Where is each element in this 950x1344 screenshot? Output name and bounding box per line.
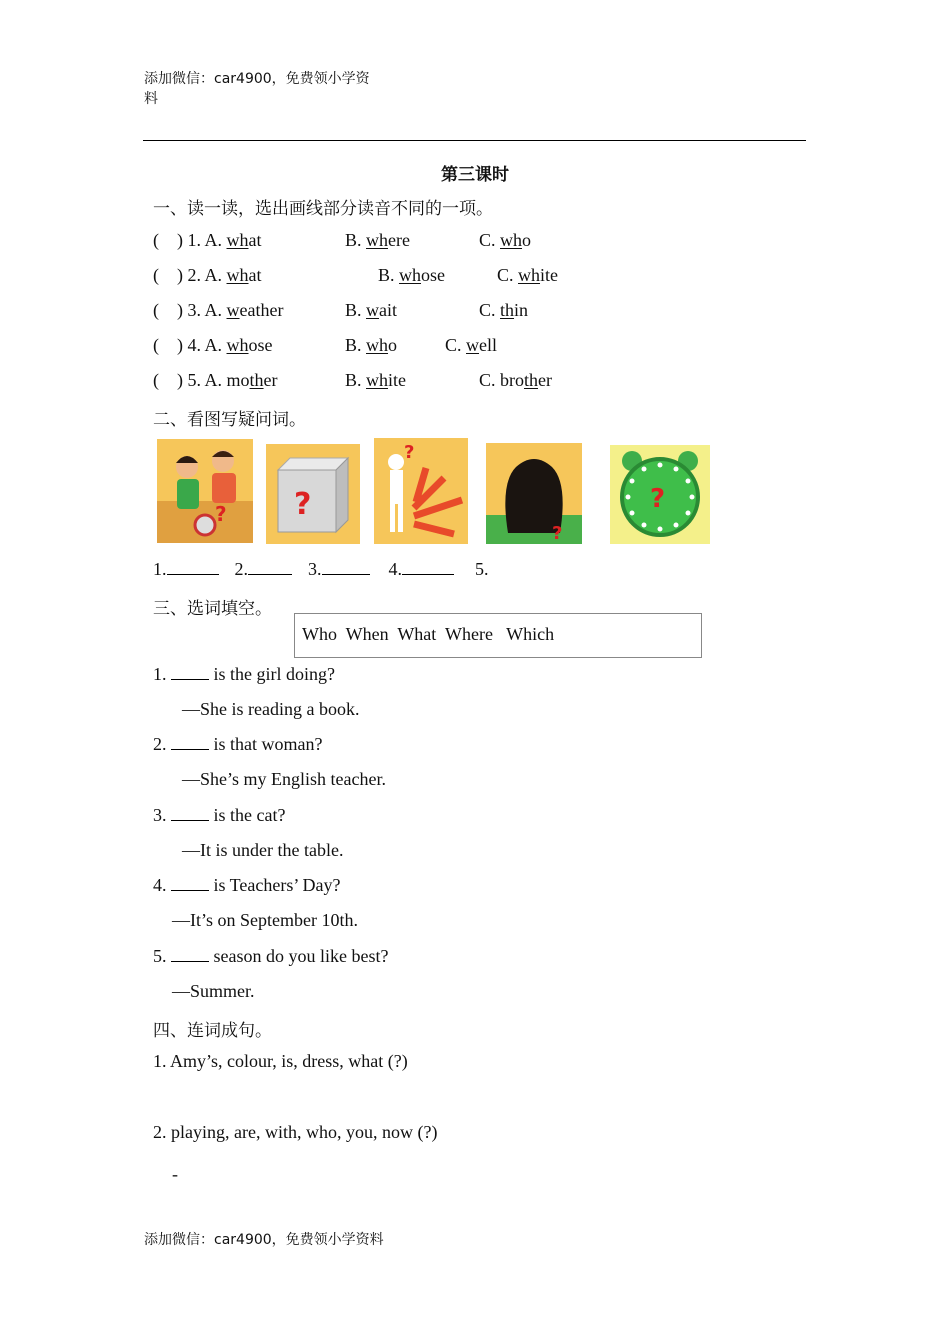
section3-heading: 三、选词填空。 — [153, 599, 272, 619]
fill-answer-1: —She is reading a book. — [182, 699, 360, 719]
option-a: whose — [226, 335, 273, 355]
fill-question-1: 1. is the girl doing? — [153, 664, 335, 684]
section4-item-1: 1. Amy’s, colour, is, dress, what (?) — [153, 1051, 408, 1071]
fill-blank[interactable] — [171, 804, 209, 821]
fill-answer-5: —Summer. — [172, 981, 255, 1001]
fill-question-2: 2. is that woman? — [153, 734, 323, 754]
question-number: 2. A. — [187, 265, 223, 285]
blank-label-5: 5. — [475, 559, 489, 579]
answer-paren[interactable]: ( ) — [153, 230, 183, 250]
choice-row-2 — [153, 264, 262, 286]
option-a: mother — [226, 370, 278, 390]
choice-row-5 — [153, 369, 278, 391]
picture-clock — [610, 445, 710, 544]
section1-heading: 一、读一读，选出画线部分读音不同的一项。 — [153, 199, 493, 219]
option-c: C. thin — [479, 300, 529, 320]
picture-mystery-box — [266, 444, 360, 544]
answer-blank-2[interactable] — [248, 558, 292, 575]
answer-paren[interactable]: ( ) — [153, 335, 183, 355]
answer-blank-4[interactable] — [402, 558, 454, 575]
option-c: C. well — [445, 335, 498, 355]
picture-girl — [486, 443, 582, 544]
picture-kids-ball — [157, 439, 253, 543]
option-c: C. brother — [479, 370, 553, 390]
question-number: 5. A. — [187, 370, 223, 390]
section4-heading: 四、连词成句。 — [153, 1021, 272, 1041]
option-b: B. where — [345, 230, 410, 250]
svg-text:?: ? — [215, 502, 227, 526]
option-c: C. who — [479, 230, 532, 250]
picture-crossroads — [374, 438, 468, 544]
question-number: 3. A. — [187, 300, 223, 320]
svg-text:?: ? — [552, 523, 563, 544]
fill-answer-3: —It is under the table. — [182, 840, 344, 860]
option-c: C. white — [497, 265, 559, 285]
choice-row-4 — [153, 334, 273, 356]
choice-row-1 — [153, 229, 262, 251]
answer-blank-3[interactable] — [322, 558, 370, 575]
section2-heading: 二、看图写疑问词。 — [153, 410, 306, 430]
header-divider — [143, 140, 806, 141]
answer-blank-1[interactable] — [167, 558, 219, 575]
header-line-2: 料 — [144, 91, 158, 107]
svg-text:?: ? — [294, 487, 312, 522]
page-title: 第三课时 — [441, 165, 509, 185]
fill-blank[interactable] — [171, 874, 209, 891]
option-b: B. wait — [345, 300, 398, 320]
fill-question-3: 3. is the cat? — [153, 805, 286, 825]
option-a: what — [226, 230, 262, 250]
answer-paren[interactable]: ( ) — [153, 300, 183, 320]
blank-label-4: 4. — [388, 559, 402, 579]
blank-label-3: 3. — [308, 559, 322, 579]
fill-question-4: 4. is Teachers’ Day? — [153, 875, 341, 895]
option-b: B. whose — [378, 265, 446, 285]
fill-blank[interactable] — [171, 733, 209, 750]
footer-note: 添加微信：car4900，免费领小学资料 — [144, 1232, 384, 1248]
section4-item-2: 2. playing, are, with, who, you, now (?) — [153, 1122, 438, 1142]
blank-label-1: 1. — [153, 559, 167, 579]
question-number: 4. A. — [187, 335, 223, 355]
svg-text:?: ? — [404, 442, 415, 463]
picture-answer-row — [153, 558, 489, 580]
header-line-1: 添加微信：car4900，免费领小学资 — [144, 71, 370, 87]
option-b: B. white — [345, 370, 407, 390]
fill-blank[interactable] — [171, 945, 209, 962]
answer-paren[interactable]: ( ) — [153, 265, 183, 285]
question-number: 1. A. — [187, 230, 223, 250]
word-bank-words: Who When What Where Which — [302, 624, 555, 644]
fill-answer-4: —It’s on September 10th. — [172, 910, 358, 930]
option-a: what — [226, 265, 262, 285]
word-bank-box — [294, 613, 702, 658]
blank-label-2: 2. — [234, 559, 248, 579]
section4-dash: - — [172, 1164, 178, 1184]
answer-paren[interactable]: ( ) — [153, 370, 183, 390]
fill-answer-2: —She’s my English teacher. — [182, 769, 386, 789]
option-b: B. who — [345, 335, 398, 355]
choice-row-3 — [153, 299, 283, 321]
svg-text:?: ? — [650, 484, 666, 514]
fill-question-5: 5. season do you like best? — [153, 946, 389, 966]
option-a: weather — [226, 300, 284, 320]
fill-blank[interactable] — [171, 663, 209, 680]
header-note — [144, 69, 370, 109]
